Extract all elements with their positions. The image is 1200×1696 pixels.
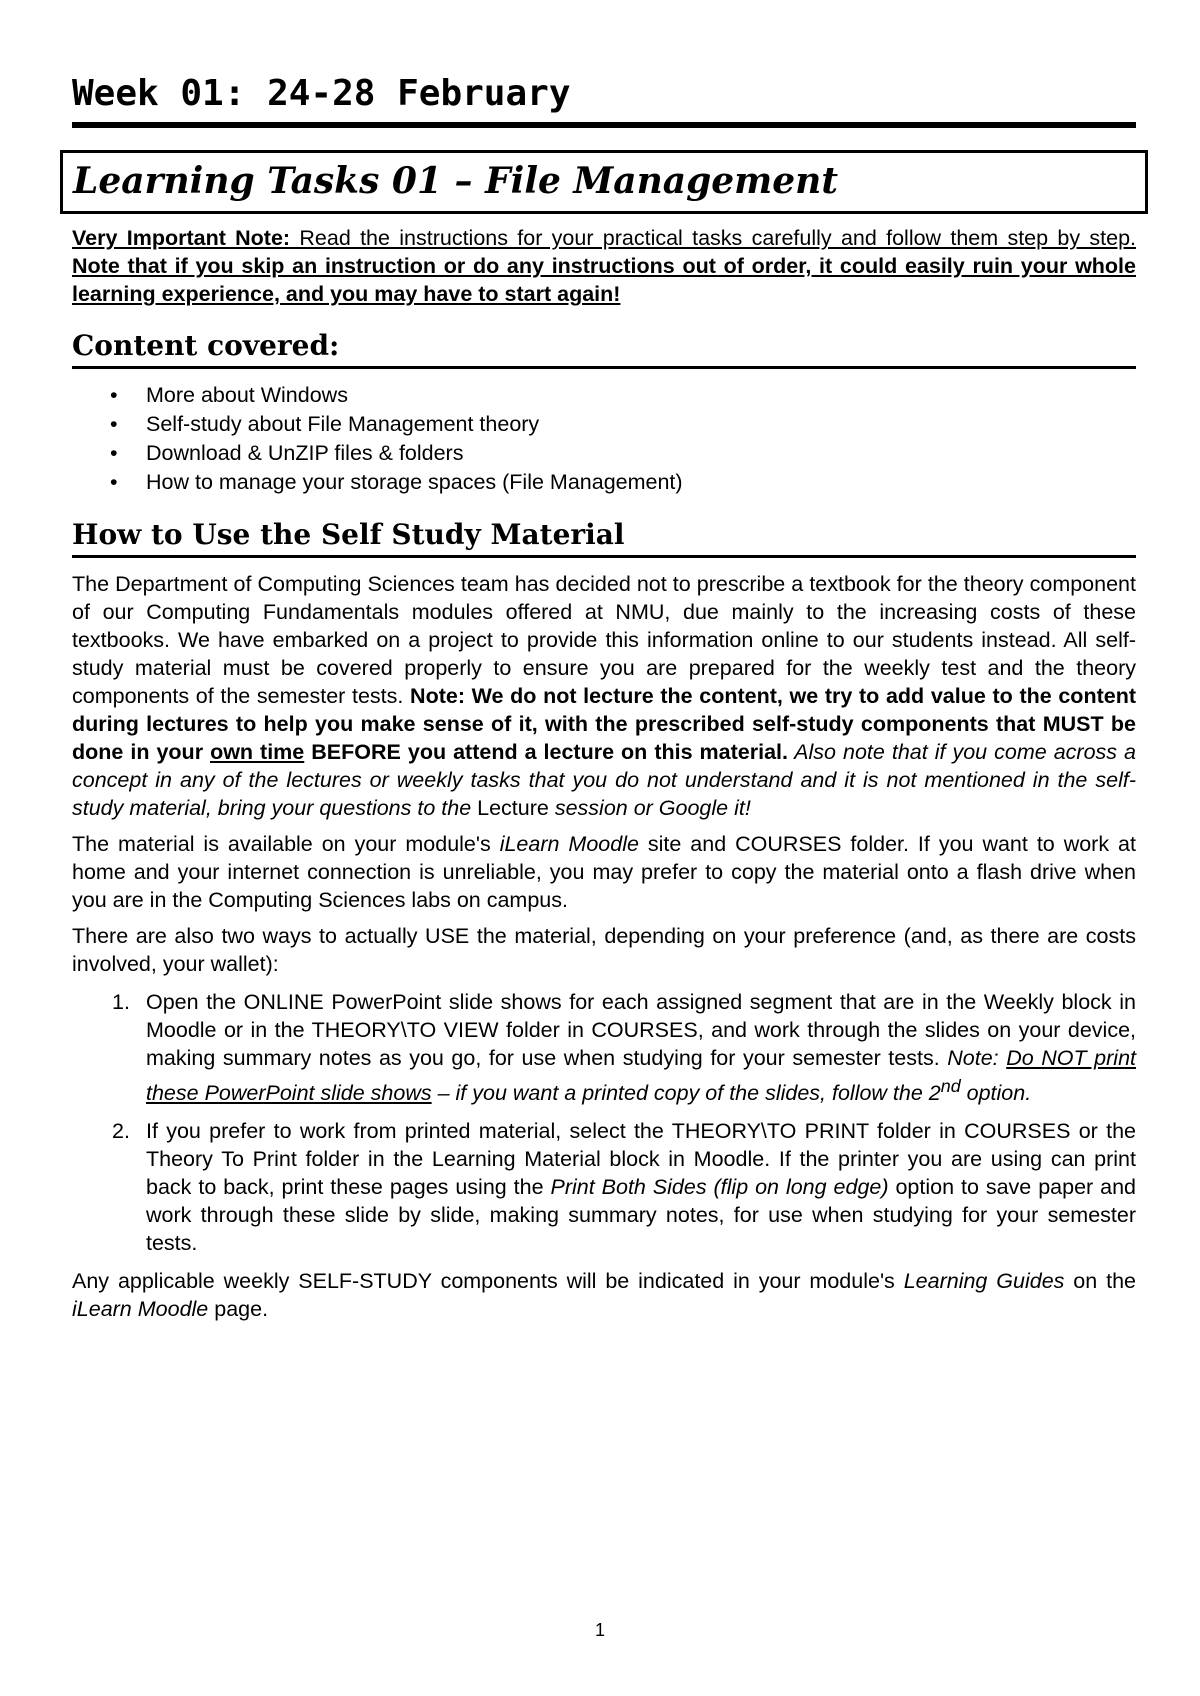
self-study-paragraph-1 bbox=[72, 570, 1136, 822]
list-item: • More about Windows bbox=[72, 381, 1136, 410]
p4-ilearn: iLearn Moodle bbox=[72, 1297, 209, 1322]
step-note: Note: bbox=[947, 1046, 1007, 1070]
step-print-option: Print Both Sides (flip on long edge) bbox=[550, 1175, 889, 1200]
list-item: • How to manage your storage spaces (File Management) bbox=[72, 468, 1136, 497]
step-note-end: option. bbox=[960, 1081, 1032, 1106]
p4-text-b: on the bbox=[1064, 1269, 1136, 1294]
content-covered-list bbox=[72, 381, 1136, 497]
step-number: 2. bbox=[112, 1119, 130, 1144]
content-covered-heading: Content covered: bbox=[72, 328, 1136, 369]
usage-steps-list bbox=[72, 988, 1136, 1257]
list-item bbox=[72, 988, 1136, 1107]
self-study-paragraph-2 bbox=[72, 830, 1136, 914]
list-item bbox=[72, 1117, 1136, 1257]
p1-italic-note: Also note that if you come across a concept in any of the lectures or weekly tasks that you do not understand and it is not mentioned in the self-study material, bring your questions to the bbox=[72, 740, 1136, 820]
self-study-paragraph-3: There are also two ways to actually USE the material, depending on your preference (and, as there are costs involved, your wallet): bbox=[72, 924, 1136, 976]
self-study-heading: How to Use the Self Study Material bbox=[72, 517, 1136, 558]
step-text: If you prefer to work from printed material, select the THEORY\TO PRINT folder in COURSES or the Theory To Print folder in the Learning Material block in Moodle. If the printer you are using can print back to back, print these pages using the bbox=[146, 1119, 1136, 1200]
page-number: 1 bbox=[594, 1620, 605, 1640]
step-text-end: option to save paper and work through these slide by slide, making summary notes, for use when studying for your semester tests. bbox=[146, 1175, 1136, 1256]
important-note bbox=[72, 224, 1136, 308]
p4-text-a: Any applicable weekly SELF-STUDY components will be indicated in your module's bbox=[72, 1269, 904, 1294]
list-item: • Download & UnZIP files & folders bbox=[72, 439, 1136, 468]
p4-text-c: page. bbox=[208, 1297, 269, 1322]
important-note-text: Read the instructions for your practical tasks carefully and follow them step by step. bbox=[290, 226, 1136, 250]
step-text: Open the ONLINE PowerPoint slide shows for each assigned segment that are in the Weekly block in Moodle or in the THEORY\TO VIEW folder in COURSES, and work through the slides on your device, making summary notes as you go, for use when studying for your semester tests. bbox=[146, 990, 1136, 1070]
p1-text: The Department of Computing Sciences team has decided not to prescribe a textbook for the theory component of our Computing Fundamentals modules offered at NMU, due mainly to the increasing costs of these textbooks. We have embarked on a project to provide this information online to our students instead. All self-study material must be covered properly to ensure you are prepared for the weekly test and the theory components of the semester tests. bbox=[72, 572, 1136, 708]
p2-text-b: site and COURSES folder. If you want to work at home and your internet connection is unreliable, you may prefer to copy the material onto a flash drive when you are in the Computing Sciences labs on campus. bbox=[72, 832, 1136, 912]
p1-bold-end: BEFORE you attend a lecture on this material. bbox=[304, 740, 788, 764]
step-number: 1. bbox=[112, 990, 130, 1014]
p4-learning-guides: Learning Guides bbox=[903, 1269, 1065, 1294]
learning-tasks-box bbox=[60, 150, 1148, 214]
p1-own-time: own time bbox=[210, 740, 305, 764]
list-item: • Self-study about File Management theory bbox=[72, 410, 1136, 439]
self-study-paragraph-4 bbox=[72, 1267, 1136, 1323]
p1-italic-end: session or Google it! bbox=[548, 796, 751, 820]
week-title: Week 01: 24-28 February bbox=[72, 72, 1136, 128]
p1-lecture: Lecture bbox=[477, 796, 549, 820]
document-page bbox=[72, 72, 1136, 1323]
learning-tasks-title: Learning Tasks 01 – File Management bbox=[73, 160, 838, 202]
p1-bold-note: Note: We do not lecture the content, we try to add value to the content during lectures to help you make sense of it, with the prescribed self-study components that MUST be done in your bbox=[72, 684, 1136, 764]
step-note-rest: – if you want a printed copy of the slides, follow the 2 bbox=[431, 1081, 941, 1106]
important-note-label: Very Important Note: bbox=[72, 226, 291, 250]
important-note-warning: Note that if you skip an instruction or do any instructions out of order, it could easily ruin your whole learning experience, and you may have to start again! bbox=[72, 254, 1136, 306]
p2-text-a: The material is available on your module's bbox=[72, 832, 500, 856]
step-sup: nd bbox=[940, 1076, 961, 1096]
p2-ilearn: iLearn Moodle bbox=[499, 832, 639, 856]
step-warning: Do NOT print these PowerPoint slide shows bbox=[146, 1046, 1137, 1106]
